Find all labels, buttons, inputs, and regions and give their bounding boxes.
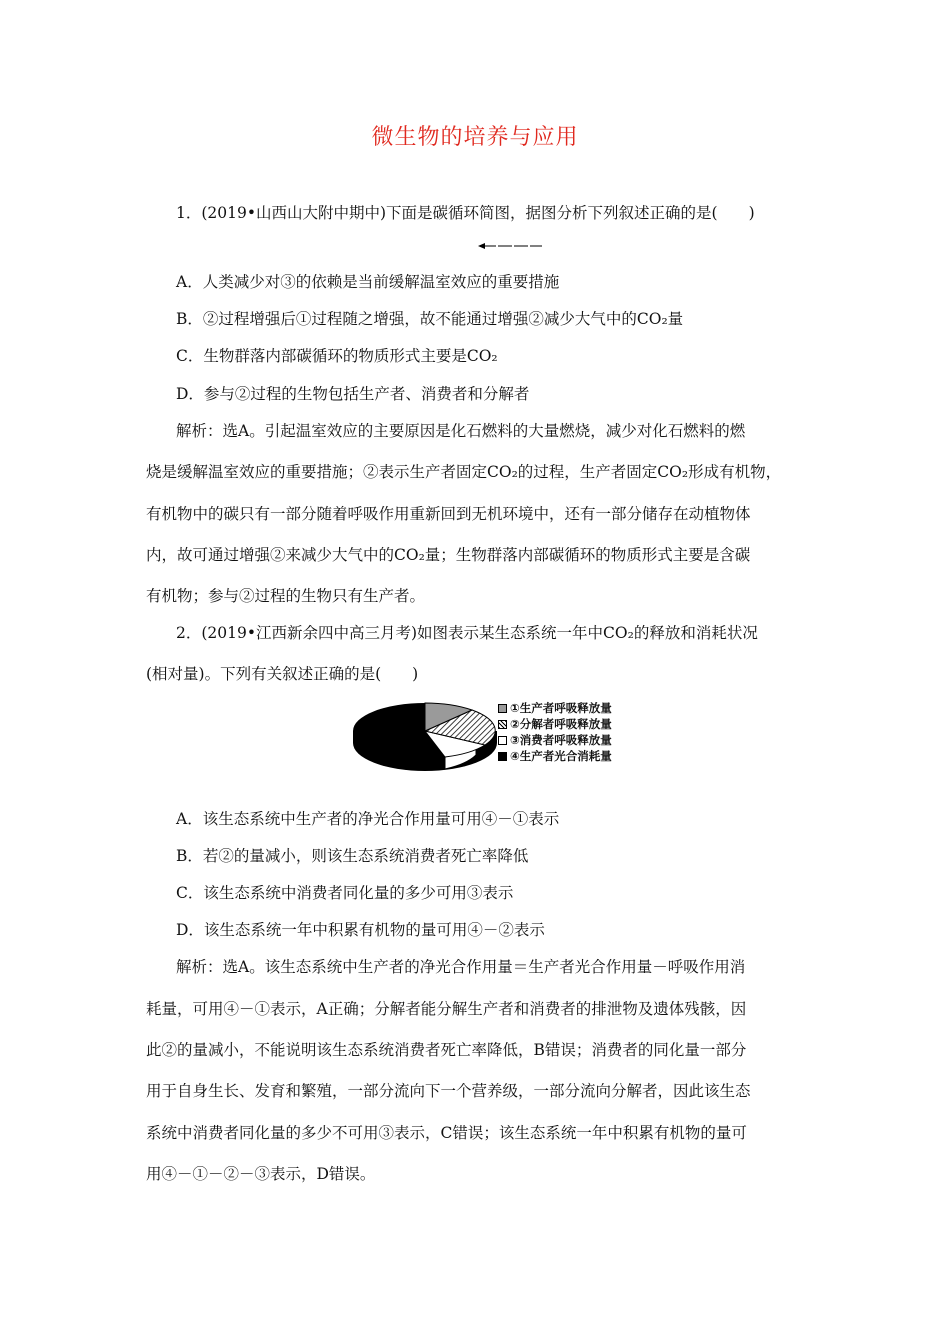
q2-analysis-line: 用于自身生长、发育和繁殖，一部分流向下一个营养级，一部分流向分解者，因此该生态 [146,1082,751,1100]
pie-chart-figure [350,695,500,784]
q2-option-d: D．该生态系统一年中积累有机物的量可用④－②表示 [176,921,545,939]
q2-analysis-line: 此②的量减小，不能说明该生态系统消费者死亡率降低，B错误；消费者的同化量一部分 [146,1041,747,1059]
q1-stem: 1．(2019•山西山大附中期中)下面是碳循环简图，据图分析下列叙述正确的是( ) [176,204,755,222]
q1-analysis-line: 烧是缓解温室效应的重要措施；②表示生产者固定CO₂的过程，生产者固定CO₂形成有机物， [146,463,782,481]
legend-item: ①生产者呼吸释放量 [498,700,612,716]
q1-analysis-line: 内，故可通过增强②来减少大气中的CO₂量；生物群落内部碳循环的物质形式主要是含碳 [146,546,751,564]
q2-analysis-line: 系统中消费者同化量的多少不可用③表示，C错误；该生态系统一年中积累有机物的量可 [146,1124,747,1142]
q2-analysis-line: 耗量，可用④－①表示，A正确；分解者能分解生产者和消费者的排泄物及遗体残骸，因 [146,1000,747,1018]
legend-item: ④生产者光合消耗量 [498,748,612,764]
q2-stem: (相对量)。下列有关叙述正确的是( ) [146,665,419,683]
arrow-icon [478,242,542,250]
legend-item: ③消费者呼吸释放量 [498,732,612,748]
q2-stem: 2．(2019•江西新余四中高三月考)如图表示某生态系统一年中CO₂的释放和消耗状况 [176,624,758,642]
q2-option-b: B．若②的量减小，则该生态系统消费者死亡率降低 [176,847,529,865]
page-title: 微生物的培养与应用 [371,125,579,150]
q1-analysis-line: 有机物中的碳只有一部分随着呼吸作用重新回到无机环境中，还有一部分储存在动植物体 [146,505,751,523]
legend-item: ②分解者呼吸释放量 [498,716,612,732]
q1-analysis-line: 解析：选A。引起温室效应的主要原因是化石燃料的大量燃烧，减少对化石燃料的燃 [176,422,746,440]
q1-option-b: B．②过程增强后①过程随之增强，故不能通过增强②减少大气中的CO₂量 [176,310,684,328]
q2-analysis-line: 用④－①－②－③表示，D错误。 [146,1165,376,1183]
chart-legend [498,700,612,764]
q1-analysis-line: 有机物；参与②过程的生物只有生产者。 [146,587,426,605]
q1-option-a: A．人类减少对③的依赖是当前缓解温室效应的重要措施 [176,273,560,291]
q2-analysis-line: 解析：选A。该生态系统中生产者的净光合作用量＝生产者光合作用量－呼吸作用消 [176,958,746,976]
q2-option-c: C．该生态系统中消费者同化量的多少可用③表示 [176,884,514,902]
q2-option-a: A．该生态系统中生产者的净光合作用量可用④－①表示 [176,810,560,828]
q1-option-d: D．参与②过程的生物包括生产者、消费者和分解者 [176,385,530,403]
q1-option-c: C．生物群落内部碳循环的物质形式主要是CO₂ [176,347,498,365]
